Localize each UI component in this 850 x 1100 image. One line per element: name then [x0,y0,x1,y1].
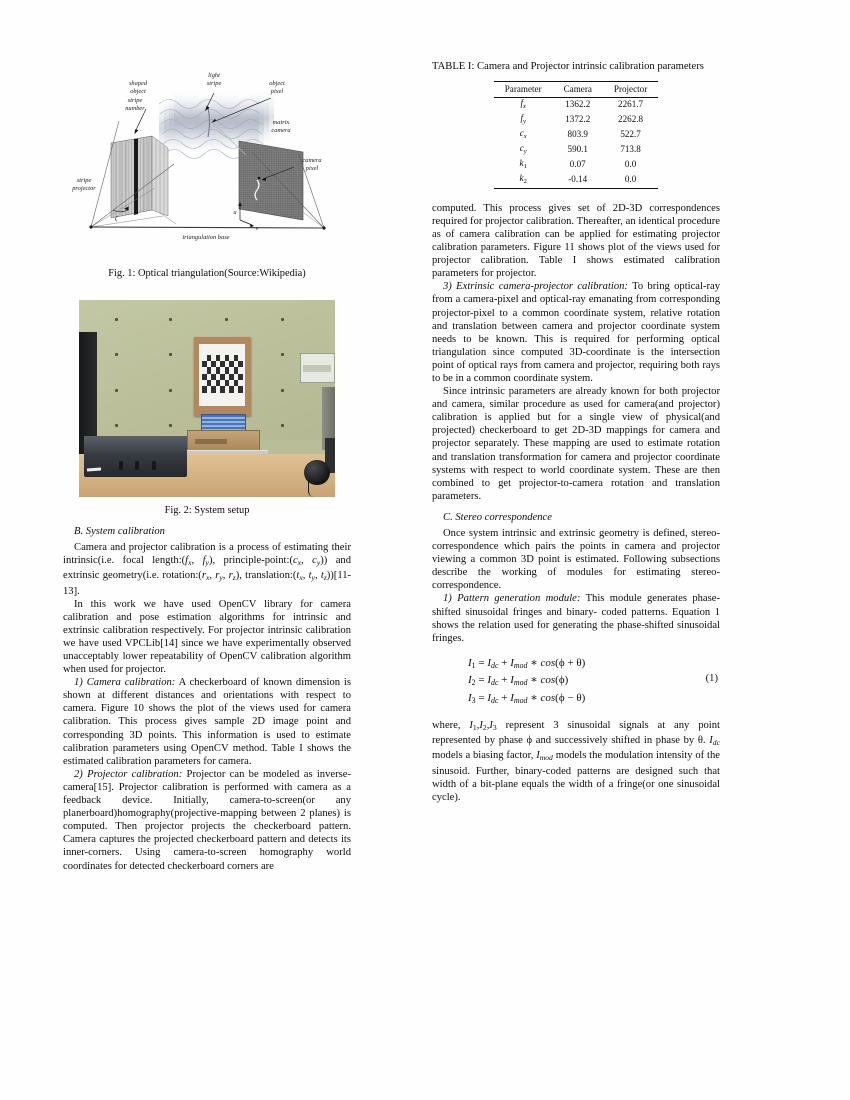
figure-1-caption: Fig. 1: Optical triangulation(Source:Wikipedia) [108,268,306,279]
label-matrix-camera-line1: matrix [272,119,290,126]
run-in-body-camera-calibration: A checkerboard of known dimension is shown at different distances and orientations with respect to camera. Figure 10 shows the plot of the views used for camera calibration. This process gives sample 2D image point and corresponding 3D points. This information is used to estimate calibration parameters using OpenCV method. Table I shows the estimated calibration parameters for camera. [63,677,351,767]
table-cell-camera: 1362.2 [565,99,591,110]
label-shaped-object-line1: shaped [128,80,148,87]
label-stripe-number-line2: number [125,105,145,112]
label-light-stripe-line2: stripe [206,80,222,87]
equation-1-number: (1) [705,673,718,685]
photo-checkerboard-mount [194,337,250,416]
label-stripe-projector-line2: projector [72,185,96,192]
paragraph-extrinsic-calibration [432,280,720,385]
table-cell-camera: 590.1 [567,144,588,155]
table-header-parameter: Parameter [504,83,542,94]
table-cell-parameter: $c_y$ [519,143,527,155]
run-in-body-pattern-generation: This module generates phase-shifted sinusoidal fringes and binary- coded patterns. Equation 1 shows the relation used for generating the phase-shifted sinusoidal fringes. [432,593,720,644]
table-row [494,143,658,158]
photo-box-label [195,439,227,444]
label-light-stripe-line1: light [208,72,220,79]
label-triangulation-base: triangulation base [182,234,230,241]
paragraph-equation-explanation: where, $I_1,I_2,I_3$ represent 3 sinusoidal signals at any point represented by phase ϕ and successively shifted in phase by θ. $I_{dc}$ models a biasing factor, $I_{mod}$ models the modulation intensity of the sinusoid. Further, binary-coded patterns are designed such that width of a bit-plane equals the width of a fringe(or one sinusoidal cycle). [432,719,720,803]
table-row [494,128,658,143]
section-heading-b: B. System calibration [74,526,165,537]
paragraph-pattern-generation [432,592,720,644]
wall-marker-dot [169,424,172,427]
table-1-caption: TABLE I: Camera and Projector intrinsic calibration parameters [432,61,704,72]
run-in-heading-projector-calibration: 2) Projector calibration: [74,768,183,780]
figure-2 [63,300,351,517]
right-column [432,60,720,804]
table-cell-projector: 713.8 [620,144,641,155]
photo-camera-cable [308,481,327,497]
photo-projector-port [135,461,139,470]
wall-marker-dot [115,318,118,321]
table-header-projector: Projector [613,83,648,94]
table-1-intrinsic-parameters [494,81,658,189]
paragraph-calibration-intro: Camera and projector calibration is a process of estimating their intrinsic(i.e. focal $length:(f_x$, $f_y$), principle-$point:(c_x$, $c_y$)) and extrinsic geometry(i.e. $rotation:(r_x$, $r_y$, $r_z$), $translation:(t_x$, $t_y$, $t_z))[11-13]$. [63,542,352,597]
table-row [494,113,658,128]
run-in-heading-extrinsic-calibration: 3) Extrinsic camera-projector calibration: [443,281,628,293]
table-cell-projector: 2262.8 [618,114,644,125]
paragraph-projector-calibration-cont: computed. This process gives set of 2D-3D correspondences required for projector calibration. Thereafter, an identical procedure as of camera calibration can be applied for estimating projector calibration parameters. Figure 11 shows plot of the views used for projector calibration. Table I shows estimated calibration parameters for projector. [432,202,720,280]
table-cell-parameter: $k_2$ [519,173,527,185]
photo-power-cable [79,468,124,497]
run-in-heading-pattern-generation: 1) Pattern generation module: [443,593,581,605]
figure-2-photo [79,300,335,497]
label-stripe-projector-line1: stripe [76,177,92,184]
wall-marker-dot [169,389,172,392]
label-matrix-camera-line2: camera [271,127,291,134]
label-axis-u: u [233,209,237,216]
table-cell-projector: 0.0 [624,174,637,185]
paragraph-opencv-usage: In this work we have used OpenCV library for camera calibration and pose estimation algorithms for intrinsic and extrinsic calibration respectively. For projector intrinsic calibration we have used VPCLib[14] since we have experimentally observed unacceptably lower repeatability of OpenCV calibration algorithm when used for projector. [63,598,351,676]
photo-checkerboard-pattern [202,355,243,393]
table-cell-camera: 0.07 [569,159,586,170]
label-zeta: ζ [114,215,118,222]
photo-wall-panel [300,353,335,383]
run-in-body-projector-calibration: Projector can be modeled as inverse-camera[15]. Projector calibration is performed with camera as a feedback device. Initially, camera-to-screen(or any planerboard)homography(projective-mapping between 2 planes) is computed. Then projector projects the checkerboard pattern. Camera captures the projected checkerboard pattern and detects its inner-corners. Using camera-to-screen homography world coordinates for detected checkerboard corners are [63,768,351,872]
wall-marker-dot [115,353,118,356]
table-cell-projector: 2261.7 [618,99,644,110]
table-row [494,173,658,189]
wall-marker-dot [115,424,118,427]
table-cell-camera: 803.9 [567,129,588,140]
table-cell-camera: 1372.2 [565,114,591,125]
table-cell-projector: 522.7 [620,129,641,140]
equation-1-line-2: $I_2 = I_{dc} + I_{mod}$ ∗ cos(ϕ) [468,674,569,688]
equation-1-rows [468,656,720,709]
label-stripe-number-line1: stripe [127,97,143,104]
table-cell-camera: -0.14 [568,174,588,185]
run-in-heading-camera-calibration: 1) Camera calibration: [74,677,176,689]
photo-projector-port [152,461,156,470]
table-header-row [494,82,658,98]
label-object-pixel-line2: pixel [270,88,284,95]
figure-1-drawing [63,60,351,260]
paragraph-camera-calibration [63,676,351,768]
table-header-camera: Camera [563,83,592,94]
wall-marker-dot [225,318,228,321]
table-cell-parameter: $c_x$ [519,128,527,140]
optical-triangulation-diagram [56,60,356,260]
label-axis-v: v [255,225,259,232]
table-cell-projector: 0.0 [624,159,637,170]
paragraph-projector-calibration [63,768,351,873]
table-row [494,97,658,113]
label-camera-pixel-line1: camera [302,157,322,164]
left-column [63,60,351,873]
table-cell-parameter: $k_1$ [519,158,527,170]
table-1-body [494,97,658,188]
run-in-body-extrinsic-calibration: To bring optical-ray from a camera-pixel and optical-ray emanating from corresponding projector-pixel to a common coordinate system, relative rotation and translation between camera and projector coordinate system needs to be known. This is required for performing optical triangulation since computed 3D-coordinate is the intersection point of optical rays from camera and projector, requiring both rays to be in a common coordinate system. [432,281,720,384]
wall-marker-dot [169,318,172,321]
label-shaped-object-line2: object [130,88,146,95]
photo-projector-top [84,436,186,452]
equation-1-block [432,656,720,709]
label-camera-pixel-line2: pixel [305,165,319,172]
equation-1-line-1: $I_1 = I_{dc} + I_{mod}$ ∗ cos(ϕ + θ) [468,656,586,670]
wall-marker-dot [281,318,284,321]
paragraph-intrinsic-known: Since intrinsic parameters are already known for both projector and camera, similar procedure as used for camera(and projector) calibration is applied but for a single view of physical(and projected) checkerboard to get 2D-3D mappings for camera and projector separately. These mapping are used to estimate rotation and translation transformation for camera and projector coordinate systems with respect to world coordinate system. These are then combined to get projector-to-camera rotation and translation parameters. [432,386,720,502]
section-heading-c: C. Stereo correspondence [443,511,552,523]
wall-marker-dot [281,389,284,392]
table-1-head [494,82,658,98]
table-cell-parameter: $f_x$ [520,97,526,110]
table-cell-parameter: $f_y$ [520,113,526,125]
figure-1 [63,60,351,280]
figure-2-caption: Fig. 2: System setup [164,505,250,516]
label-object-pixel-line1: object [269,80,285,87]
paragraph-stereo-correspondence: Once system intrinsic and extrinsic geometry is defined, stereo-correspondence which pairs the points in camera and projector viewing a common 3D point is estimated. Following subsections describe the working of modules for estimating stereo-correspondence. [432,527,720,592]
wall-marker-dot [115,389,118,392]
equation-1-line-3: $I_3 = I_{dc} + I_{mod}$ ∗ cos(ϕ − θ) [468,692,586,706]
wall-marker-dot [169,353,172,356]
table-row [494,158,658,173]
